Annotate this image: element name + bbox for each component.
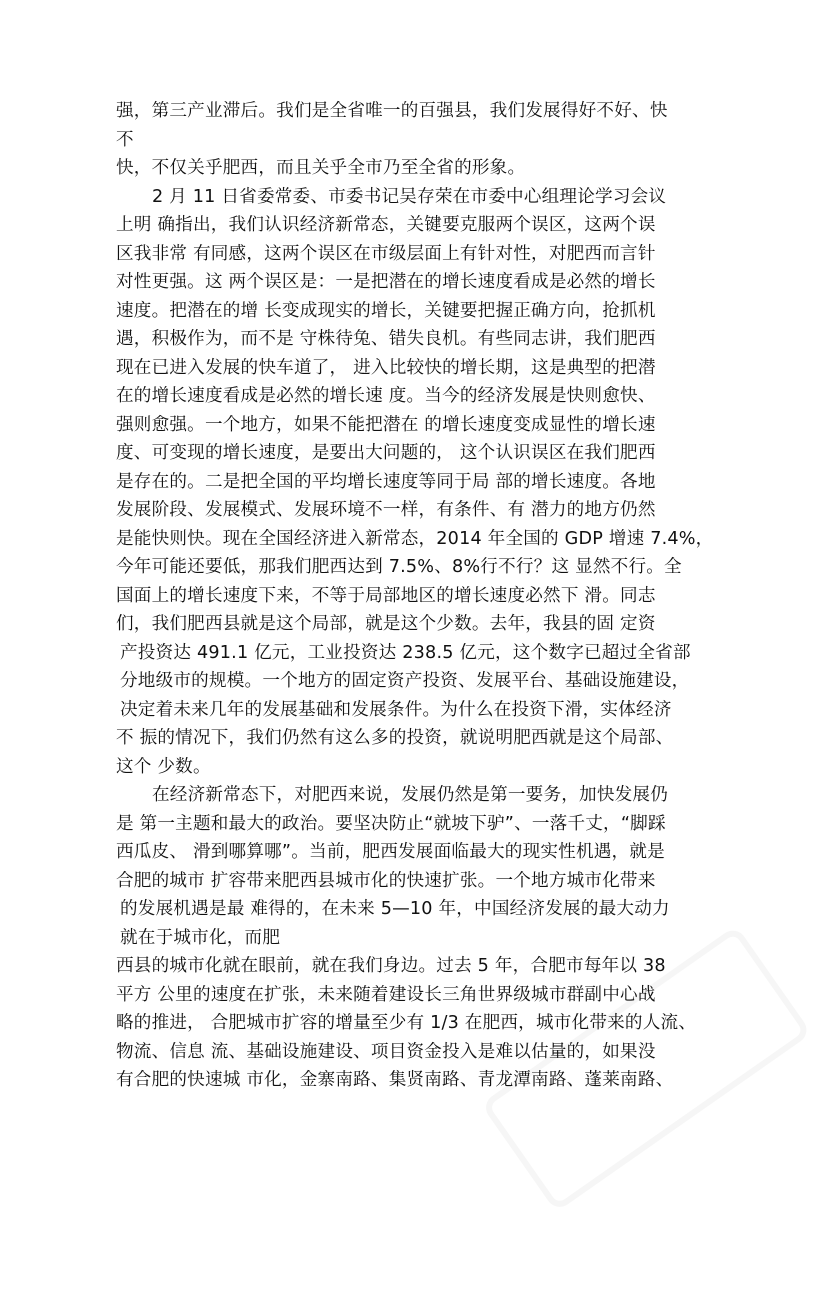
text-line: 西瓜皮、 滑到哪算哪”。当前，肥西发展面临最大的现实性机遇，就是 xyxy=(116,842,665,862)
text-line: 上明 确指出，我们认识经济新常态，关键要克服两个误区，这两个误 xyxy=(116,215,656,235)
text-line: 平方 公里的速度在扩张，未来随着建设长三角世界级城市群副中心战 xyxy=(116,984,656,1005)
text-line: 速度。把潜在的增 长变成现实的增长，关键要把握正确方向，抢抓机 xyxy=(116,300,656,321)
text-line: 遇，积极作为，而不是 守株待兔、错失良机。有些同志讲，我们肥西 xyxy=(116,329,656,349)
text-line: 强则愈强。一个地方，如果不能把潜在 的增长速度变成显性的增长速 xyxy=(116,414,656,435)
text-line: 度、可变现的增长速度，是要出大问题的， 这个认识误区在我们肥西 xyxy=(116,443,656,463)
text-line: 西县的城市化就在眼前，就在我们身边。过去 5 年，合肥市每年以 38 xyxy=(116,956,666,976)
text-line: 是能快则快。现在全国经济进入新常态，2014 年全国的 GDP 增速 7.4%， xyxy=(116,528,714,549)
text-line: 的发展机遇是最 难得的，在未来 5—10 年，中国经济发展的最大动力 xyxy=(120,899,670,919)
paragraph-start-line: 2 月 11 日省委常委、市委书记吴存荣在市委中心组理论学习会议 xyxy=(152,186,667,207)
paragraph-start-line: 在经济新常态下，对肥西来说，发展仍然是第一要务，加快发展仍 xyxy=(152,785,669,805)
text-line: 今年可能还要低，那我们肥西达到 7.5%、8%行不行？这 显然不行。全 xyxy=(116,557,682,577)
text-line: 产投资达 491.1 亿元，工业投资达 238.5 亿元，这个数字已超过全省部 xyxy=(120,642,691,663)
text-line: 物流、信息 流、基础设施建设、项目资金投入是难以估量的，如果没 xyxy=(116,1041,656,1062)
text-line: 不 振的情况下，我们仍然有这么多的投资，就说明肥西就是这个局部、 xyxy=(116,728,674,748)
text-line: 发展阶段、发展模式、发展环境不一样，有条件、有 潜力的地方仍然 xyxy=(116,500,656,520)
text-line: 快，不仅关乎肥西，而且关乎全市乃至全省的形象。 xyxy=(116,158,526,178)
text-line: 略的推进， 合肥城市扩容的增量至少有 1/3 在肥西，城市化带来的人流、 xyxy=(116,1013,697,1033)
text-line: 区我非常 有同感，这两个误区在市级层面上有针对性，对肥西而言针 xyxy=(116,243,656,264)
text-line: 对性更强。这 两个误区是：一是把潜在的增长速度看成是必然的增长 xyxy=(116,272,656,292)
text-line: 强，第三产业滞后。我们是全省唯一的百强县，我们发展得好不好、快 xyxy=(116,101,668,121)
text-line: 国面上的增长速度下来，不等于局部地区的增长速度必然下 滑。同志 xyxy=(116,585,656,606)
text-line: 是 第一主题和最大的政治。要坚决防止“就坡下驴”、一落千丈，“脚踩 xyxy=(116,813,666,834)
text-line: 合肥的城市 扩容带来肥西县城市化的快速扩张。一个地方城市化带来 xyxy=(116,870,656,891)
text-line: 分地级市的规模。一个地方的固定资产投资、发展平台、基础设施建设， xyxy=(120,671,690,691)
text-line: 在的增长速度看成是必然的增长速 度。当今的经济发展是快则愈快、 xyxy=(116,386,656,406)
text-line: 不 xyxy=(116,129,134,150)
text-line: 就在于城市化，而肥 xyxy=(120,927,281,948)
text-line: 这个 少数。 xyxy=(116,756,211,777)
text-line: 是存在的。二是把全国的平均增长速度等同于局 部的增长速度。各地 xyxy=(116,471,656,492)
body-text xyxy=(116,97,746,1095)
text-line: 现在已进入发展的快车道了， 进入比较快的增长期，这是典型的把潜 xyxy=(116,357,656,378)
text-line: 们，我们肥西县就是这个局部，就是这个少数。去年，我县的固 定资 xyxy=(116,614,656,634)
text-line: 决定着未来几年的发展基础和发展条件。为什么在投资下滑，实体经济 xyxy=(120,699,672,720)
text-line: 有合肥的快速城 市化，金寨南路、集贤南路、青龙潭南路、蓬莱南路、 xyxy=(116,1070,674,1090)
